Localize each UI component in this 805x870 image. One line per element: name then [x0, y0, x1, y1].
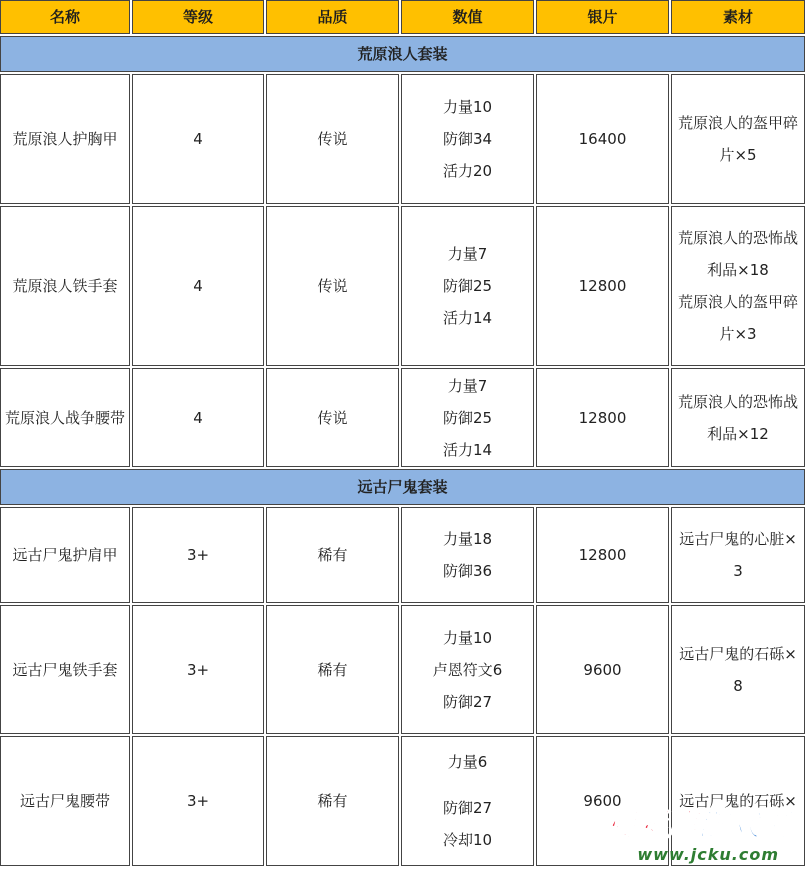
header-stats: 数值: [401, 0, 534, 34]
material-line: 片×5: [719, 146, 757, 164]
item-name: 远古尸鬼护肩甲: [0, 507, 130, 603]
stat-line: 防御27: [442, 799, 493, 817]
material-line: 荒原浪人的恐怖战: [677, 392, 798, 411]
material-line: 荒原浪人的盔甲碎: [677, 114, 798, 132]
table-row: [0, 368, 805, 467]
section-row: [0, 36, 805, 72]
stat-line: 防御27: [442, 692, 493, 711]
header-name: 名称: [0, 0, 130, 34]
item-quality: 传说: [266, 206, 399, 366]
table-row: [0, 206, 805, 366]
section-title: 荒原浪人套装: [0, 36, 805, 72]
item-silver: 16400: [536, 74, 669, 204]
material-line: 8: [733, 676, 743, 695]
item-silver: 12800: [536, 368, 669, 467]
stat-line: 防御25: [442, 277, 493, 295]
item-level: 3+: [132, 605, 264, 734]
material-line: 利品×18: [707, 261, 769, 279]
item-name: 远古尸鬼腰带: [0, 736, 130, 866]
item-stats: [401, 368, 534, 467]
watermark-part-a: 精彩库: [605, 808, 698, 843]
material-line: 远古尸鬼的心脏×: [679, 530, 797, 548]
item-name: 荒原浪人铁手套: [0, 206, 130, 366]
section-title: 远古尸鬼套装: [0, 469, 805, 505]
header-row: [0, 0, 805, 34]
header-level: 等级: [132, 0, 264, 34]
stat-line: 力量10: [442, 628, 493, 647]
header-materials: 素材: [671, 0, 805, 34]
item-silver: 9600: [536, 605, 669, 734]
stat-line: 防御36: [442, 562, 493, 580]
item-stats: [401, 206, 534, 366]
item-silver: 12800: [536, 206, 669, 366]
item-materials: [671, 74, 805, 204]
item-name: 远古尸鬼铁手套: [0, 605, 130, 734]
item-materials: [671, 605, 805, 734]
material-line: 远古尸鬼的石砾×: [679, 644, 797, 663]
item-materials: [671, 368, 805, 467]
table-row: [0, 605, 805, 734]
stat-line: 活力20: [442, 162, 493, 180]
stat-line: 防御34: [442, 130, 493, 148]
item-stats: [401, 736, 534, 866]
table-row: [0, 507, 805, 603]
item-silver: 12800: [536, 507, 669, 603]
material-line: 利品×12: [707, 424, 769, 443]
stat-line: 力量6: [447, 753, 488, 771]
stat-line: 力量18: [442, 530, 493, 548]
material-line: 远古尸鬼的石砾×: [679, 792, 797, 810]
item-materials: [671, 206, 805, 366]
item-materials: [671, 736, 805, 866]
header-quality: 品质: [266, 0, 399, 34]
item-stats: [401, 507, 534, 603]
watermark-part-b: 游戏网: [698, 808, 791, 843]
stat-line: 力量7: [447, 245, 488, 263]
item-stats: [401, 605, 534, 734]
stat-line: 活力14: [442, 309, 493, 327]
stat-line: 力量7: [447, 376, 488, 395]
item-name: 荒原浪人战争腰带: [0, 368, 130, 467]
item-quality: 传说: [266, 74, 399, 204]
stat-line: 防御25: [442, 408, 493, 427]
item-level: 3+: [132, 736, 264, 866]
item-quality: 稀有: [266, 507, 399, 603]
item-name: 荒原浪人护胸甲: [0, 74, 130, 204]
item-materials: [671, 507, 805, 603]
item-level: 4: [132, 74, 264, 204]
table-row: [0, 74, 805, 204]
material-line: 3: [733, 562, 743, 580]
item-level: 4: [132, 206, 264, 366]
item-quality: 传说: [266, 368, 399, 467]
item-quality: 稀有: [266, 605, 399, 734]
stat-line: 冷却10: [442, 831, 493, 849]
header-silver: 银片: [536, 0, 669, 34]
item-stats: [401, 74, 534, 204]
material-line: 片×3: [719, 325, 757, 343]
stat-line: 卢恩符文6: [432, 660, 503, 679]
item-level: 4: [132, 368, 264, 467]
section-row: [0, 469, 805, 505]
item-level: 3+: [132, 507, 264, 603]
stat-line: 力量10: [442, 98, 493, 116]
material-line: 荒原浪人的恐怖战: [677, 229, 798, 247]
item-quality: 稀有: [266, 736, 399, 866]
watermark-url: www.jcku.com: [637, 845, 779, 864]
table-row: [0, 736, 805, 866]
item-silver: 9600: [536, 736, 669, 866]
material-line: 荒原浪人的盔甲碎: [677, 293, 798, 311]
stat-line: 活力14: [442, 440, 493, 459]
